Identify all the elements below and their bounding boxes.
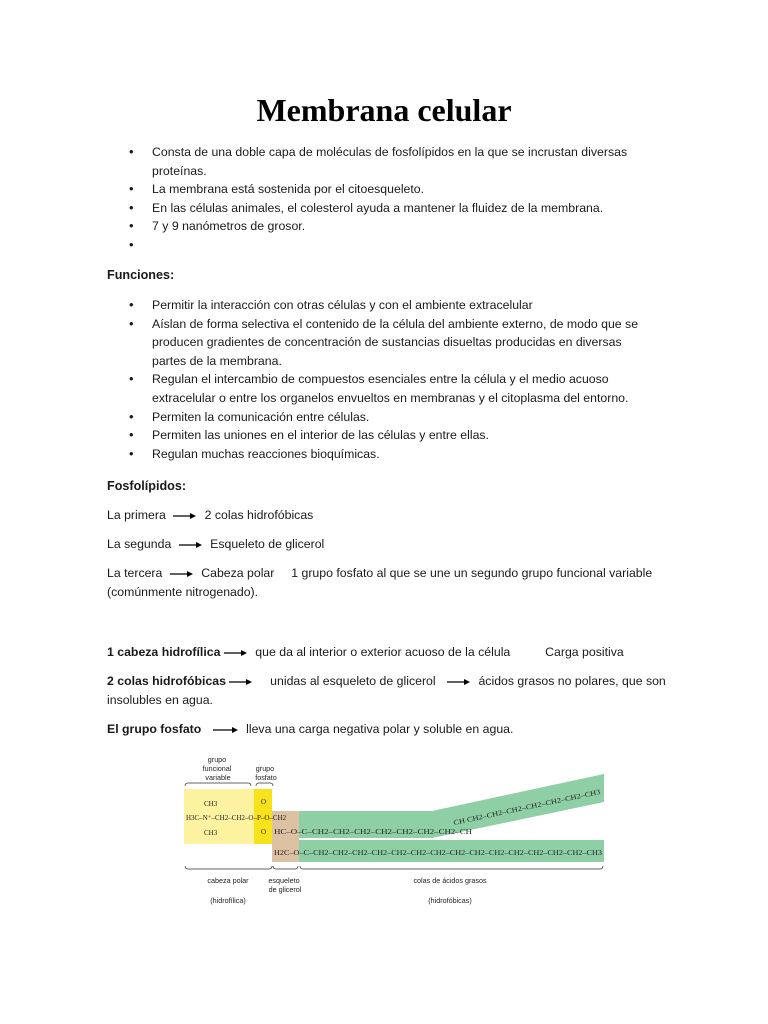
funciones-heading: Funciones:: [107, 268, 175, 282]
list-item: • Consta de una doble capa de moléculas de fosfolípidos en la que se incrustan diversas proteínas.: [128, 143, 658, 180]
list-item: • Aíslan de forma selectiva el contenido de la célula del ambiente externo, de modo que se producen gradientes de concentración de sustancias disueltas producidas en diversas partes de la membrana.: [128, 315, 658, 371]
line-tercera: [107, 564, 667, 602]
chem-o-bottom: O: [261, 828, 267, 836]
line-cabeza: [107, 643, 667, 662]
arrow-icon: [170, 570, 194, 578]
line-value: unidas al esqueleto de glicerol: [270, 674, 436, 688]
label-esqueleto: esqueleto de glicerol: [268, 876, 302, 894]
line-value: (comúnmente nitrogenado).: [107, 585, 259, 599]
list-item: • Permiten las uniones en el interior de las células y entre ellas.: [128, 426, 658, 445]
line-primera: [107, 506, 667, 525]
arrow-icon: [224, 649, 248, 657]
list-item: • En las células animales, el colesterol ayuda a mantener la fluidez de la membrana.: [128, 199, 658, 218]
line-value: Cabeza polar: [201, 566, 275, 580]
bracket-top-variable: [185, 783, 251, 786]
arrow-icon: [229, 678, 253, 686]
line-label: La primera: [107, 508, 166, 522]
line-label: La tercera: [107, 566, 163, 580]
phospholipid-svg: [182, 752, 608, 914]
term-bold: 1 cabeza hidrofílica: [107, 645, 221, 659]
line-value: ácidos grasos no polares, que son: [478, 674, 666, 688]
bracket-bottom-cabeza: [185, 866, 272, 869]
list-item-empty: [128, 236, 658, 255]
funciones-list: [128, 296, 658, 463]
line-value: que da al interior o exterior acuoso de la célula: [255, 645, 511, 659]
list-item: • Regulan muchas reacciones bioquímicas.: [128, 445, 658, 464]
label-colas: colas de ácidos grasos: [413, 876, 487, 885]
line-fosfato: [107, 720, 667, 739]
label-hidrofilica: (hidrofílica): [210, 896, 246, 905]
term-bold: El grupo fosfato: [107, 722, 202, 736]
label-cabeza-polar: cabeza polar: [207, 876, 249, 885]
list-item: • Regulan el intercambio de compuestos esenciales entre la célula y el medio acuoso extracelular o entre los organelos envueltos en membranas y el citoplasma del entorno.: [128, 370, 658, 407]
chem-head-line: H3C–N⁺–CH2–CH2–O–P–O–CH2: [186, 814, 287, 822]
chem-o-top: O: [261, 798, 267, 806]
line-label: La segunda: [107, 537, 172, 551]
line-value: Carga positiva: [545, 645, 624, 659]
chem-ch3-top: CH3: [204, 800, 218, 808]
label-grupo-fosfato: grupo fosfato: [255, 764, 277, 782]
term-bold: 2 colas hidrofóbicas: [107, 674, 226, 688]
list-item: • Permitir la interacción con otras células y con el ambiente extracelular: [128, 296, 658, 315]
label-hidrofobicas: (hidrofóbicas): [428, 896, 472, 905]
chem-ch3-bottom: CH3: [204, 829, 218, 837]
chem-glycerol-middle: HC–O–C–CH2–CH2–CH2–CH2–CH2–CH2–CH2–CH: [274, 828, 472, 836]
line-value: Esqueleto de glicerol: [210, 537, 325, 551]
bracket-bottom-colas: [300, 866, 603, 869]
label-grupo-variable: grupo funcional variable: [202, 755, 232, 782]
line-colas: [107, 672, 667, 710]
line-value: 1 grupo fosfato al que se une un segundo grupo funcional variable: [291, 566, 653, 580]
list-item: • Permiten la comunicación entre células.: [128, 408, 658, 427]
line-value: insolubles en agua.: [107, 693, 213, 707]
phospholipid-diagram: [182, 752, 608, 914]
list-item: • La membrana está sostenida por el citoesqueleto.: [128, 180, 658, 199]
page-title: Membrana celular: [256, 92, 512, 128]
arrow-icon: [173, 512, 197, 520]
line-value: 2 colas hidrofóbicas: [204, 508, 314, 522]
fosfolipidos-heading: Fosfolípidos:: [107, 479, 187, 493]
chem-glycerol-bottom: H2C–O–C–CH2–CH2–CH2–CH2–CH2–CH2–CH2–CH2–CH2–CH2–CH2–CH2–CH2–CH2–CH3: [274, 849, 603, 857]
line-value: lleva una carga negativa polar y soluble en agua.: [246, 722, 514, 736]
chem-upper-tail: CH CH2–CH2–CH2–CH2–CH2–CH2–CH3: [452, 793, 577, 827]
intro-list: [128, 143, 658, 255]
arrow-icon: [213, 726, 239, 734]
list-item: • 7 y 9 nanómetros de grosor.: [128, 217, 658, 236]
line-segunda: [107, 535, 667, 554]
arrow-icon: [179, 541, 203, 549]
bracket-top-fosfato: [256, 783, 273, 786]
bracket-bottom-esqueleto: [273, 866, 298, 869]
arrow-icon: [447, 678, 471, 686]
